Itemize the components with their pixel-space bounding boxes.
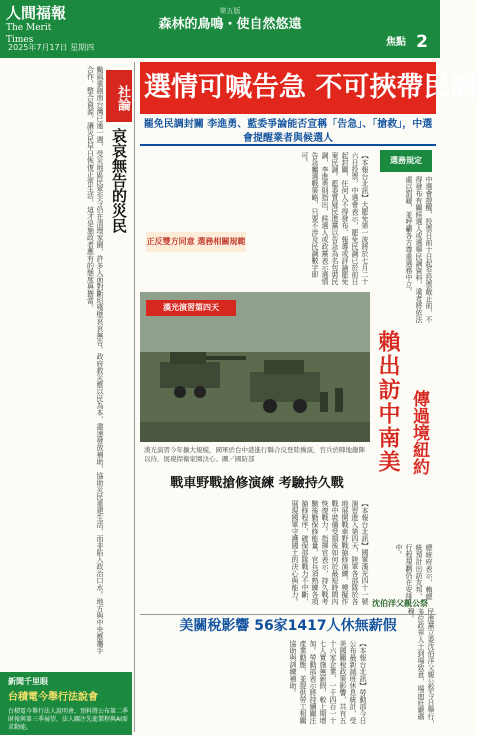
feature-title-sub: 傳過境紐約 [409, 390, 429, 475]
second-story-body: 【本報台北訊】國軍漢光四十一號演習進入第四天，陸軍各部隊於各地展開戰車野戰搶修演練，模擬作戰中裝備受損後如何於最短時間內恢復戰力。指揮官表示，持久戰考驗後勤保修能量，官兵須熟練各項搶修程序，確保部隊戰力不中斷，展現國軍守護國土的決心與能力。 [291, 500, 369, 605]
issue-date: 2025年7月17日 星期四 [8, 43, 95, 52]
bottom-story-headline[interactable]: 美關稅影響 56家1417人休無薪假 [140, 614, 436, 636]
bottom-story-body: 【本報台北訊】勞動部今日公布最新減班休息統計，受美國關稅政策影響，共有五十六家企業、一千四百一十七人實施無薪假，較上期增加。勞動部表示將持續關注產業動態，並提供勞工相關協助與訓練補助。 [289, 640, 367, 724]
photo-caption: 漢光演習今年擴大規模，國軍於台中港進行聯合反登陸操演，官兵於陣地嚴陣以待，展現捍衛家園決心。圖／國防部 [144, 446, 365, 463]
ticker-body: 台積電今舉行法人說明會，預料將公布第二季財報與第三季展望，法人關注先進製程與AI需求動能。 [8, 708, 129, 731]
logo-english: The Merit Times [6, 23, 52, 45]
main-headline[interactable]: 選情可喊告急 不可挾帶民調 [144, 72, 477, 103]
editorial-body: 颱風重創南台灣已逾一週，受災地區民眾至今仍在清理家園，許多人面對斷垣殘壁哀哀無告。政府救災應以民為本，盡速發放補助，協助災民重建生活，而非陷入政治口水。地方與中央應攜手合作，整合資源，讓災民早日恢復正常生活，這才是施政者應有的態度與擔當。 [86, 66, 104, 654]
sidebar-title: 選務規定 [380, 150, 432, 172]
column-divider [134, 62, 135, 732]
sidebar-body: 中選會提醒，投票日前十日起至投票截止前，不得發布有關候選人或選舉民調資料，違者將依法處以罰鍰，並呼籲各方尊重選務中立。 [405, 176, 433, 323]
lead-story-body: 【本報台北訊】大罷免第一波將於七月二十六日投票，中選會表示，罷免民調已於前日起封關，任何人不得發布、報導或評論罷免案民調。藍委質疑民進黨以告急為名包裝民調，李進勇則指出，候選人或政黨表示選情告急屬選戰策略，只要不涉及民調數字即可。 [301, 152, 369, 285]
promo-label: 第五版 [219, 7, 241, 15]
pull-quote: 正反雙方同意 選務相關規範 [146, 232, 246, 252]
feature-title-main: 賴出訪中南美 [375, 330, 401, 474]
brief-headline[interactable]: 沈伯洋父親公祭 [372, 599, 428, 608]
feature-body: 總統府表示，賴總統預計出訪友邦，行程規劃仍在安排中。 [395, 544, 433, 600]
header-promo[interactable] [130, 6, 330, 42]
ticker-heading: 新聞千里眼 [8, 677, 48, 686]
second-story-headline[interactable]: 戰車野戰搶修演練 考驗持久戰 [170, 476, 344, 491]
ticker-title[interactable]: 台積電今舉行法說會 [8, 692, 98, 703]
logo-chinese: 人間福報 [6, 4, 67, 22]
feature-headline[interactable] [375, 330, 434, 540]
section-name: 焦點 [386, 37, 406, 48]
newspaper-logo[interactable] [6, 4, 80, 45]
photo-tag: 漢光演習第四天 [146, 300, 236, 316]
editorial-title[interactable]: 哀哀無告的災民 [110, 128, 128, 233]
page-number: 2 [416, 32, 428, 52]
editorial-badge: 社論 [106, 70, 132, 122]
brief-body: 民進黨立委沈伯洋父親公祭今日舉行，多位政界人士到場致意，場面莊嚴肅穆。 [407, 608, 435, 727]
promo-title: 森林的鳥鳴・使自然悠遠 [158, 17, 302, 32]
subheadline: 罷免民調封關 李進勇、藍委爭論能否宣稱「告急」、「搶救」，中選會提醒業者與候選人 [140, 118, 436, 146]
